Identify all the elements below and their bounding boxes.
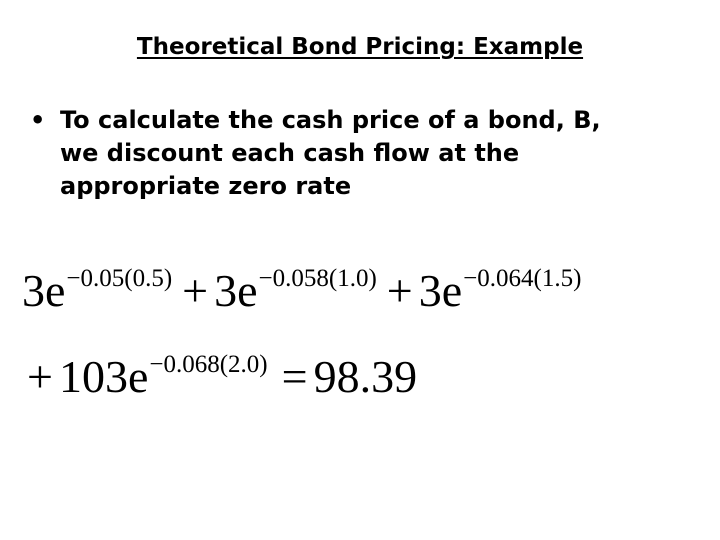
term-base: e	[45, 265, 66, 316]
term-coefficient: 103	[58, 351, 128, 402]
bullet-text-line: we discount each cash flow at the	[60, 139, 520, 167]
term-base: e	[237, 265, 258, 316]
slide-title: Theoretical Bond Pricing: Example	[136, 34, 584, 60]
equation-term-3	[419, 266, 582, 314]
equation-result: 98.39	[313, 351, 418, 402]
term-coefficient: 3	[214, 265, 238, 316]
term-coefficient: 3	[418, 265, 442, 316]
bullet-text-line: To calculate the cash price of a bond, B,	[60, 106, 601, 134]
bullet-text-line: appropriate zero rate	[60, 172, 352, 200]
equation-term-4	[59, 352, 268, 400]
plus-operator: +	[386, 265, 413, 316]
equation-line-1	[22, 266, 581, 314]
equation-term-1	[22, 266, 172, 314]
term-base: e	[441, 265, 463, 316]
term-base: e	[127, 351, 149, 402]
plus-operator: +	[27, 351, 53, 402]
term-exponent: −0.05(0.5)	[66, 265, 173, 292]
bullet-item	[30, 104, 710, 203]
term-exponent: −0.064(1.5)	[463, 265, 582, 292]
equals-sign: =	[281, 351, 308, 402]
bullet-icon: •	[30, 106, 46, 134]
equation-term-2	[214, 266, 377, 314]
equation-line-2	[27, 352, 417, 400]
term-coefficient: 3	[22, 265, 45, 316]
bullet-text	[60, 104, 710, 203]
term-exponent: −0.058(1.0)	[258, 265, 377, 292]
term-exponent: −0.068(2.0)	[149, 351, 268, 378]
plus-operator: +	[182, 265, 209, 316]
